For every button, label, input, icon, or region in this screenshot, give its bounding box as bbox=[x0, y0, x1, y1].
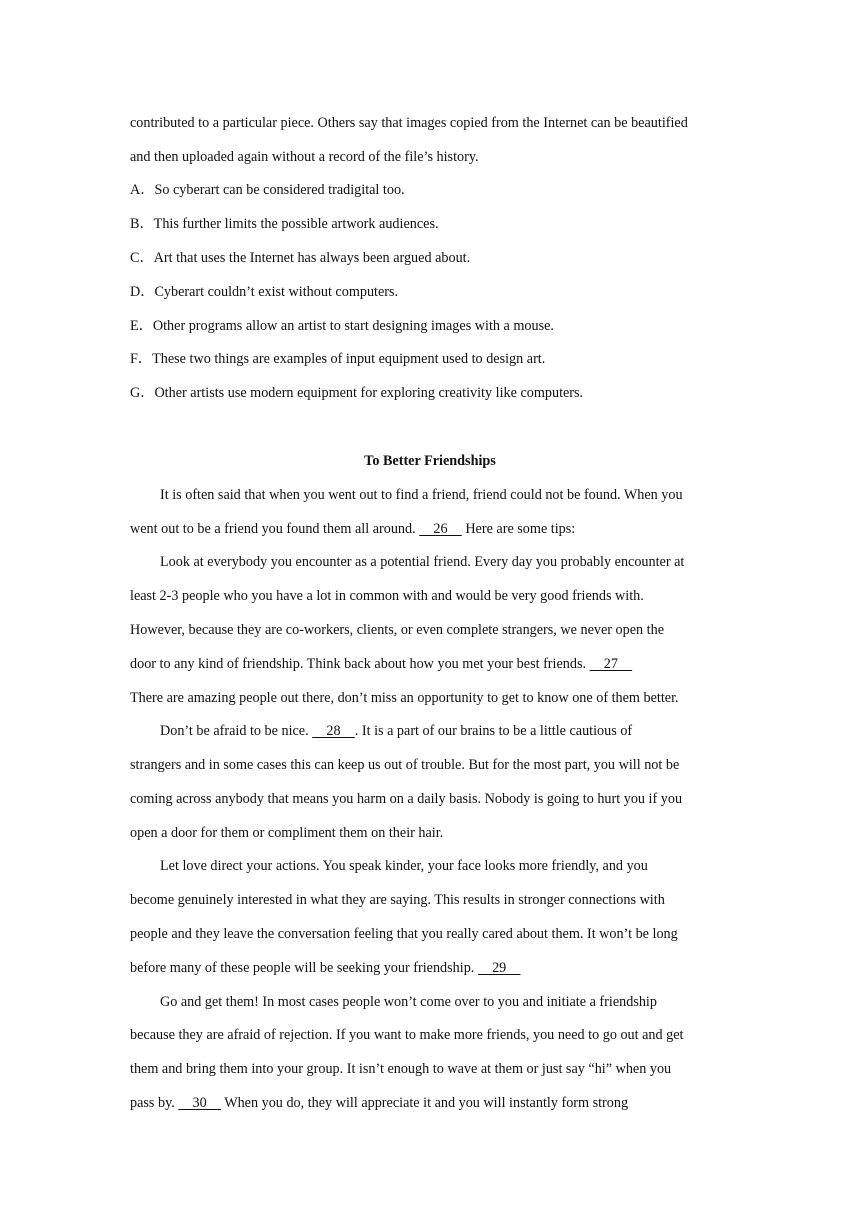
option-e bbox=[130, 317, 730, 335]
answer-blank-29: 29 bbox=[477, 960, 521, 976]
text-run: Here are some tips: bbox=[461, 521, 576, 537]
text-run: pass by. bbox=[130, 1095, 179, 1111]
paragraph-line bbox=[130, 1094, 730, 1112]
paragraph-line: There are amazing people out there, don’t miss an opportunity to get to know one of them better. bbox=[130, 690, 679, 706]
paragraph-line: Go and get them! In most cases people won’t come over to you and initiate a friendship bbox=[160, 994, 657, 1010]
intro-line: and then uploaded again without a record of the file’s history. bbox=[130, 149, 479, 165]
option-letter: G． bbox=[130, 385, 155, 401]
paragraph-line: It is often said that when you went out to find a friend, friend could not be found. When you bbox=[160, 487, 683, 503]
answer-blank-26: 26 bbox=[419, 521, 462, 537]
paragraph-line: because they are afraid of rejection. If you want to make more friends, you need to go out and get bbox=[130, 1027, 684, 1043]
intro-line: contributed to a particular piece. Others say that images copied from the Internet can be beautified bbox=[130, 115, 688, 131]
paragraph-line: However, because they are co-workers, clients, or even complete strangers, we never open the bbox=[130, 622, 664, 638]
option-text: Other artists use modern equipment for exploring creativity like computers. bbox=[154, 385, 584, 401]
paragraph-line: become genuinely interested in what they are saying. This results in stronger connections with bbox=[130, 892, 665, 908]
text-run: . It is a part of our brains to be a little cautious of bbox=[354, 723, 633, 739]
passage-title: To Better Friendships bbox=[364, 453, 496, 469]
option-c bbox=[130, 249, 730, 267]
option-letter: C． bbox=[130, 250, 154, 266]
paragraph-line bbox=[130, 520, 730, 538]
option-text: This further limits the possible artwork audiences. bbox=[153, 216, 439, 232]
paragraph-line: Let love direct your actions. You speak kinder, your face looks more friendly, and you bbox=[160, 858, 648, 874]
option-g bbox=[130, 384, 730, 402]
option-text: Art that uses the Internet has always been argued about. bbox=[153, 250, 471, 266]
option-letter: D． bbox=[130, 284, 155, 300]
option-text: Other programs allow an artist to start designing images with a mouse. bbox=[152, 318, 554, 334]
option-text: These two things are examples of input equipment used to design art. bbox=[152, 351, 546, 367]
paragraph-line: strangers and in some cases this can keep us out of trouble. But for the most part, you will not be bbox=[130, 757, 680, 773]
paragraph-line: coming across anybody that means you harm on a daily basis. Nobody is going to hurt you if you bbox=[130, 791, 683, 807]
answer-blank-28: 28 bbox=[312, 723, 355, 739]
paragraph-line: open a door for them or compliment them on their hair. bbox=[130, 825, 444, 841]
option-d bbox=[130, 283, 730, 301]
option-a bbox=[130, 181, 730, 199]
option-letter: E． bbox=[130, 318, 153, 334]
paragraph-line bbox=[130, 959, 730, 977]
paragraph-line: Look at everybody you encounter as a potential friend. Every day you probably encounter at bbox=[160, 554, 685, 570]
option-text: So cyberart can be considered tradigital too. bbox=[154, 182, 405, 198]
text-run: When you do, they will appreciate it and you will instantly form strong bbox=[220, 1095, 629, 1111]
answer-blank-27: 27 bbox=[589, 656, 633, 672]
option-letter: A． bbox=[130, 182, 155, 198]
text-run: went out to be a friend you found them all around. bbox=[130, 521, 420, 537]
option-b bbox=[130, 215, 730, 233]
paragraph-line: people and they leave the conversation feeling that you really cared about them. It won’t be long bbox=[130, 926, 678, 942]
option-f bbox=[130, 350, 730, 368]
text-run: Don’t be afraid to be nice. bbox=[160, 723, 313, 739]
paragraph-line: least 2-3 people who you have a lot in common with and would be very good friends with. bbox=[130, 588, 644, 604]
text-run: before many of these people will be seeking your friendship. bbox=[130, 960, 478, 976]
paragraph-line: them and bring them into your group. It isn’t enough to wave at them or just say “hi” when you bbox=[130, 1061, 672, 1077]
option-letter: F． bbox=[130, 351, 153, 367]
paragraph-line bbox=[130, 655, 730, 673]
answer-blank-30: 30 bbox=[178, 1095, 221, 1111]
option-text: Cyberart couldn’t exist without computers. bbox=[154, 284, 399, 300]
option-letter: B． bbox=[130, 216, 154, 232]
paragraph-line bbox=[160, 722, 760, 740]
text-run: door to any kind of friendship. Think back about how you met your best friends. bbox=[130, 656, 590, 672]
